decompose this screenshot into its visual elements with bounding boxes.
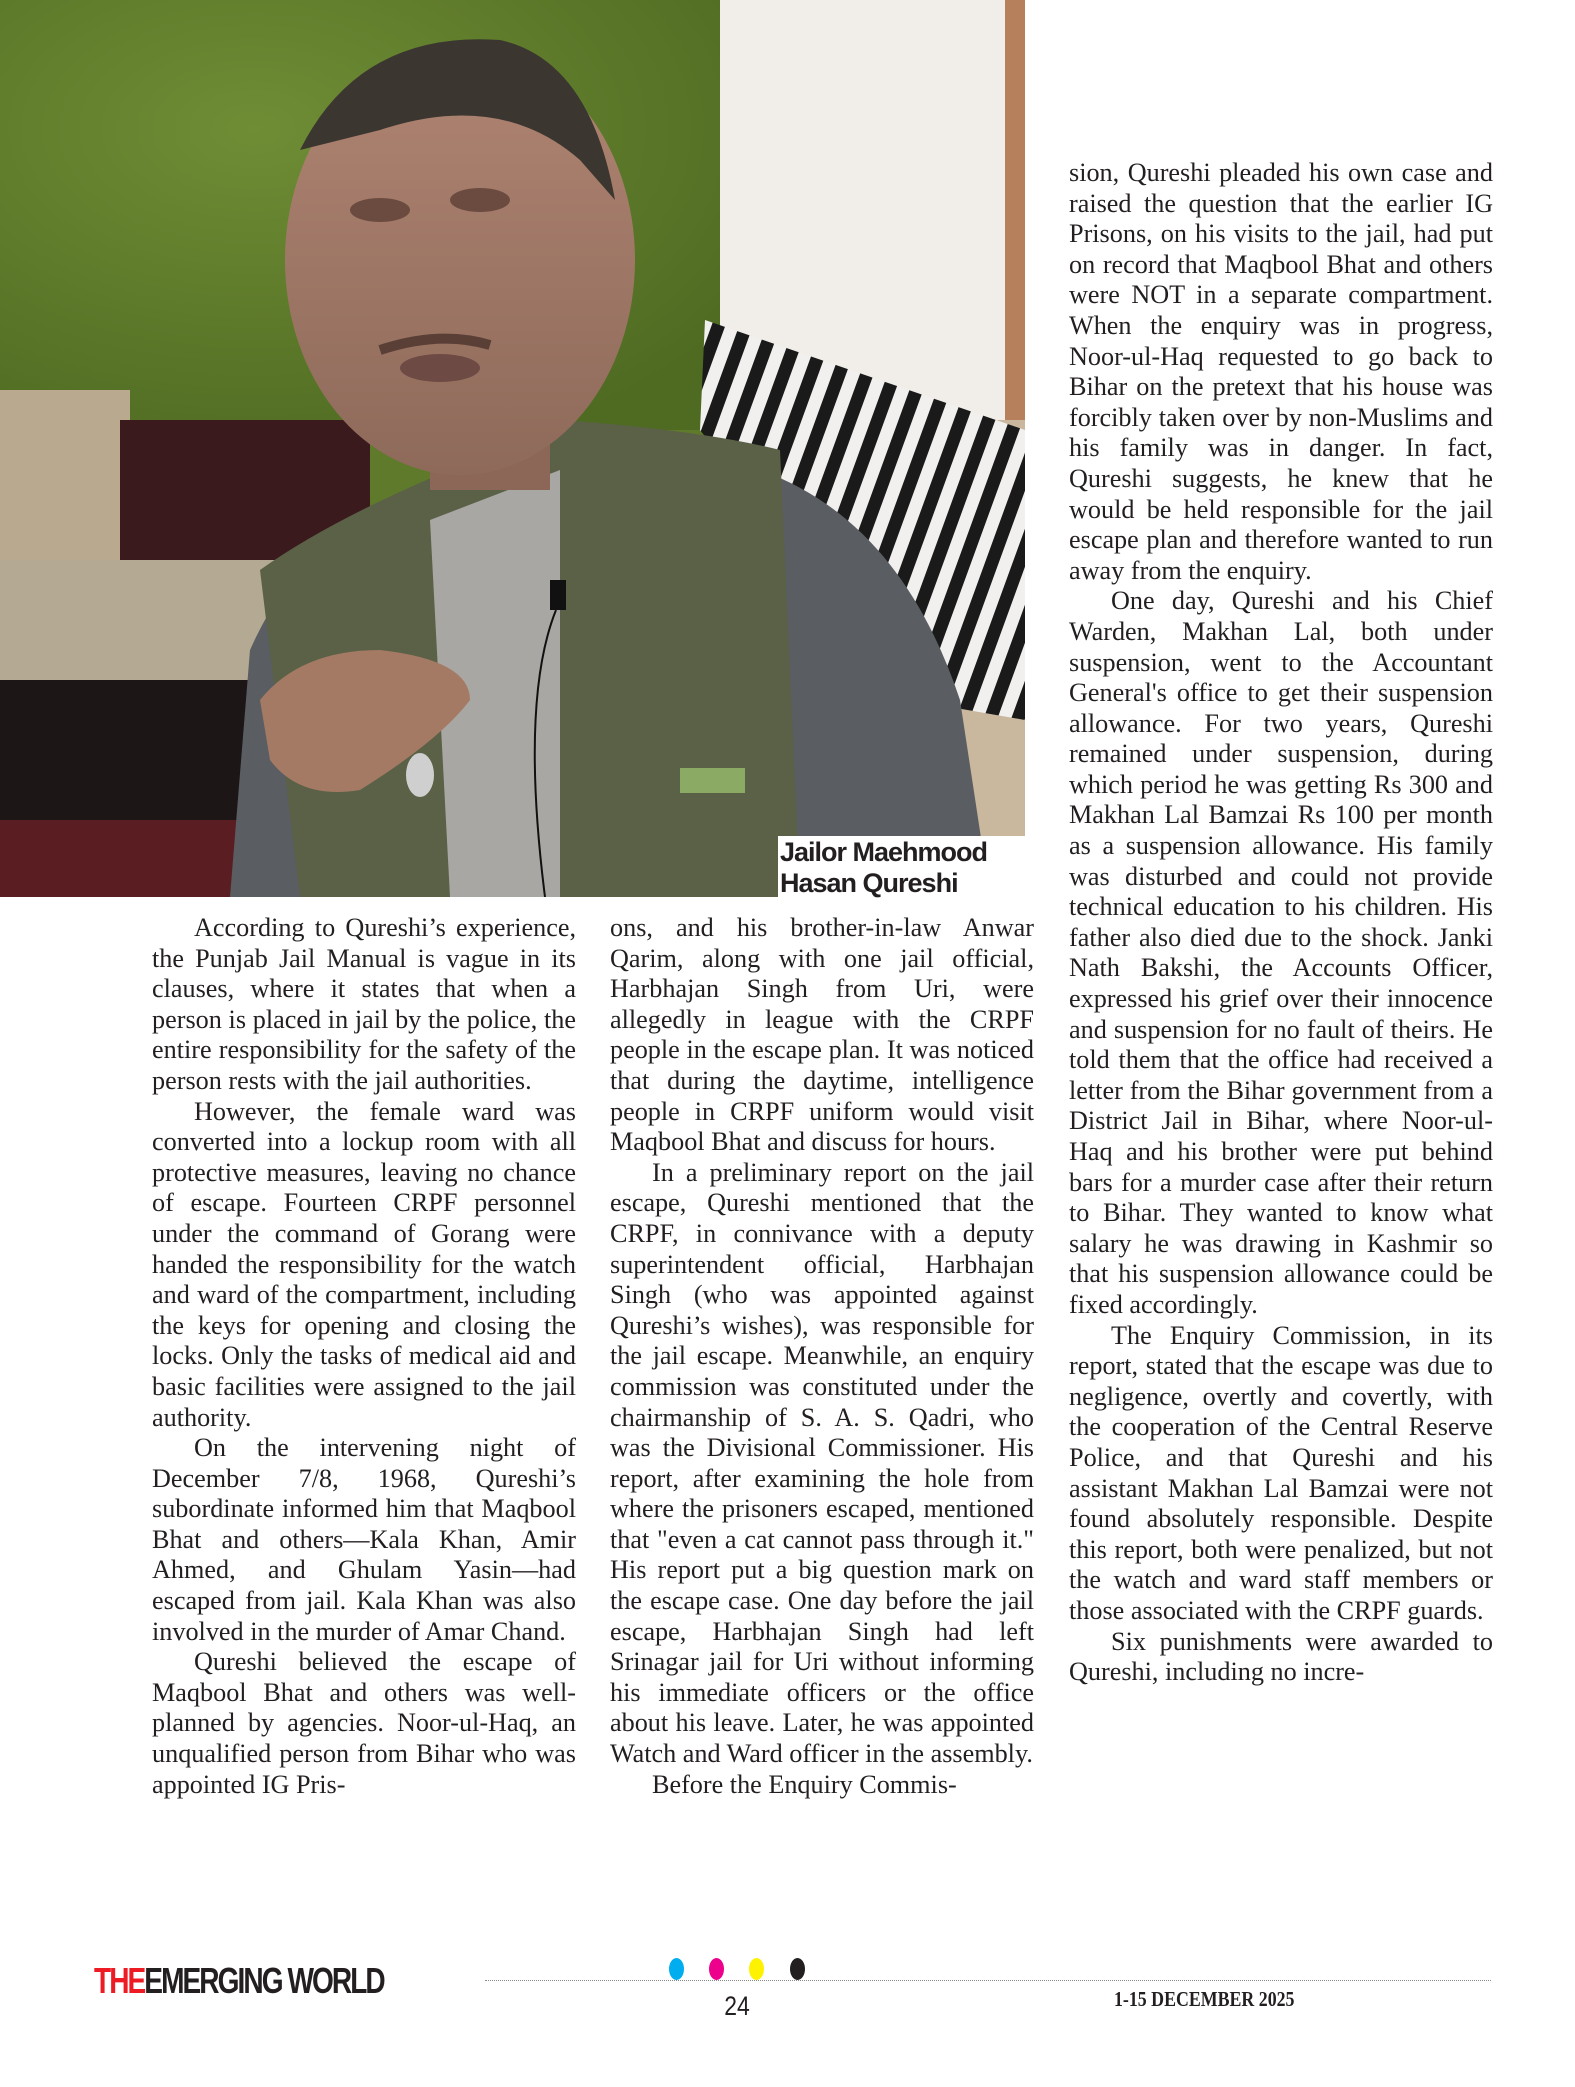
registration-dot-black-icon bbox=[790, 1958, 805, 1980]
registration-dot-yellow-icon bbox=[749, 1958, 764, 1980]
paragraph: Six punishments were awarded to Qureshi, including no incre- bbox=[1069, 1626, 1493, 1687]
logo-emerging-world: EMERGING WORLD bbox=[144, 1960, 384, 2001]
paragraph: Qureshi believed the escape of Maqbool Bhat and others was well-planned by agencies. Noor-ul-Haq, an unqualified person from Bihar who was appointed IG Pris- bbox=[152, 1647, 576, 1799]
caption-line-1: Jailor Maehmood bbox=[780, 837, 988, 867]
footer-divider bbox=[485, 1980, 1491, 1981]
article-photo bbox=[0, 0, 1025, 897]
paragraph: On the intervening night of December 7/8, 1968, Qureshi’s subordinate informed him that Maqbool Bhat and others—Kala Khan, Amir Ahmed, and Ghulam Yasin—had escaped from jail. Kala Khan was also involved in the murder of Amar Chand. bbox=[152, 1433, 576, 1646]
paragraph: However, the female ward was converted into a lockup room with all protective measures, leaving no chance of escape. Fourteen CRPF personnel under the command of Gorang were handed the responsibility for the watch and ward of the compartment, including the keys for opening and closing the locks. Only the tasks of medical aid and basic facilities were assigned to the jail authority. bbox=[152, 1096, 576, 1432]
publication-logo bbox=[94, 1960, 384, 2002]
paragraph: According to Qureshi’s experience, the Punjab Jail Manual is vague in its clauses, where it states that when a person is placed in jail by the police, the entire responsibility for the safety of the person rests with the jail authorities. bbox=[152, 913, 576, 1095]
registration-dot-cyan-icon bbox=[669, 1958, 684, 1980]
portrait-image bbox=[0, 0, 1025, 897]
registration-dot-magenta-icon bbox=[709, 1958, 724, 1980]
issue-date: 1-15 DECEMBER 2025 bbox=[1114, 1987, 1295, 2011]
paragraph: One day, Qureshi and his Chief Warden, Makhan Lal, both under suspension, went to the Accountant General's office to get their suspension allowance. For two years, Qureshi remained under suspension, during which period he was getting Rs 300 and Makhan Lal Bamzai Rs 100 per month as a suspension allowance. His family was disturbed and could not provide technical education to his children. His father also died due to the shock. Janki Nath Bakshi, the Accounts Officer, expressed his grief over their innocence and suspension for no fault of theirs. He told them that the office had received a letter from the Bihar government from a District Jail in Bihar, where Noor-ul-Haq and his brother were put behind bars for a murder case after their return to Bihar. They wanted to know what salary he was drawing in Kashmir so that his suspension allowance could be fixed accordingly. bbox=[1069, 586, 1493, 1319]
article-column-1 bbox=[152, 913, 576, 1800]
paragraph: Before the Enquiry Commis- bbox=[652, 1769, 957, 1799]
paragraph: sion, Qureshi pleaded his own case and raised the question that the earlier IG Prisons, on his visits to the jail, had put on record that Maqbool Bhat and others were NOT in a separate compartment. When the enquiry was in progress, Noor-ul-Haq requested to go back to Bihar on the pretext that his house was forcibly taken over by non-Muslims and his family was in danger. In fact, Qureshi suggests, he knew that he would be held responsible for the jail escape plan and therefore wanted to run away from the enquiry. bbox=[1069, 158, 1493, 585]
photo-caption bbox=[778, 836, 1025, 897]
paragraph: In a preliminary report on the jail escape, Qureshi mentioned that the CRPF, in connivance with a deputy superintendent official, Harbhajan Singh (who was appointed against Qureshi’s wishes), was responsible for the jail escape. Meanwhile, an enquiry commission was constituted under the chairmanship of S. A. S. Qadri, who was the Divisional Commissioner. His report, after examining the hole from where the prisoners escaped, mentioned that "even a cat cannot pass through it." His report put a big question mark on the escape case. One day before the jail escape, Harbhajan Singh had left Srinagar jail for Uri without informing his immediate officers or the office about his leave. Later, he was appointed Watch and Ward officer in the assembly. bbox=[610, 1157, 1034, 1769]
paragraph: The Enquiry Commission, in its report, stated that the escape was due to negligence, overtly and covertly, with the cooperation of the Central Reserve Police, and that Qureshi and his assistant Makhan Lal Bamzai were not found absolutely responsible. Despite this report, both were penalized, but not the watch and ward staff members or those associated with the CRPF guards. bbox=[1069, 1320, 1493, 1625]
article-column-2 bbox=[610, 913, 1034, 1800]
caption-line-2: Hasan Qureshi bbox=[780, 868, 958, 898]
article-column-3 bbox=[1069, 158, 1493, 1688]
logo-the: THE bbox=[94, 1960, 145, 2001]
page-number: 24 bbox=[724, 1991, 750, 2021]
paragraph: ons, and his brother-in-law Anwar Qarim, along with one jail official, Harbhajan Singh from Uri, were allegedly in league with the CRPF people in the escape plan. It was noticed that during the daytime, intelligence people in CRPF uniform would visit Maqbool Bhat and discuss for hours. bbox=[610, 913, 1034, 1157]
